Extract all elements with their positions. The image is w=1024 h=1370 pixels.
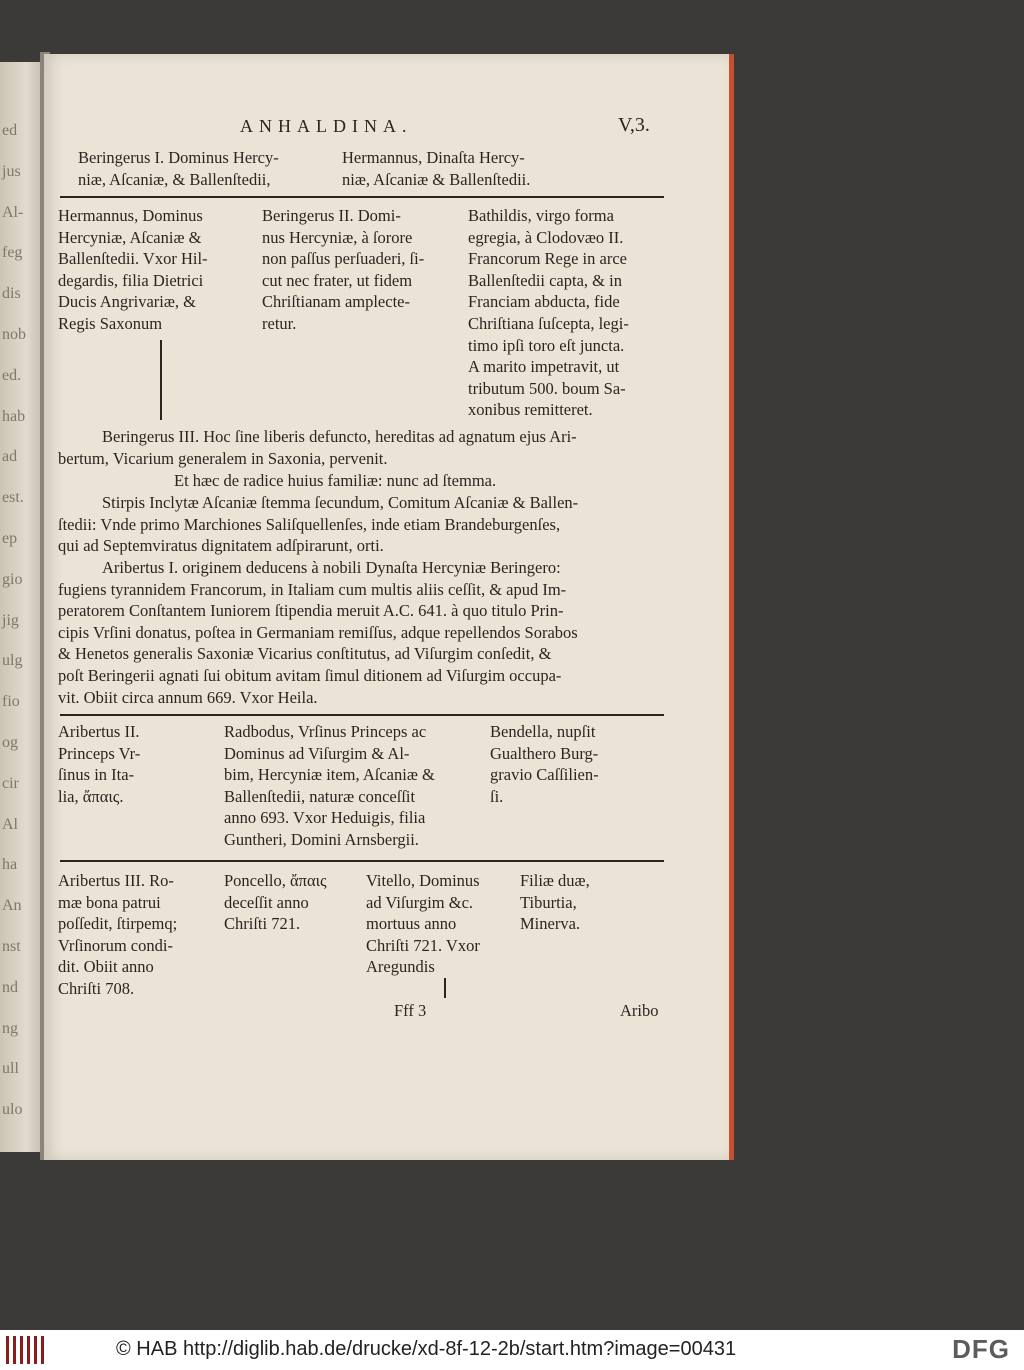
text-line: Stirpis Inclytæ Aſcaniæ ſtemma ſecundum, Comitum Aſcaniæ & Ballen-	[102, 493, 579, 512]
text-line: qui ad Septemviratus dignitatem adſpirarunt, orti.	[58, 536, 384, 556]
text-line: niæ, Aſcaniæ, & Ballenſtedii,	[78, 169, 271, 189]
paragraph-2	[58, 470, 668, 492]
text-line: bertum, Vicarium generalem in Saxonia, pervenit.	[58, 448, 388, 468]
previous-page-fragment: ha	[2, 856, 18, 874]
text-line: Hermannus, Dominus	[58, 206, 203, 225]
previous-page-fragment: feg	[2, 244, 23, 262]
text-line: Chriſti 708.	[58, 978, 135, 998]
text-line: Beringerus III. Hoc ſine liberis defuncto, hereditas ad agnatum ejus Ari-	[102, 427, 577, 446]
gen1-col1	[58, 205, 208, 335]
text-line: Beringerus I. Dominus Hercy-	[78, 148, 279, 167]
text-line: Ballenſtedii, naturæ conceſſit	[224, 786, 416, 806]
gen1-col3	[468, 205, 629, 421]
gen1-col2	[262, 205, 424, 335]
text-line: Bendella, nupſit	[490, 722, 596, 741]
gen2-col2	[224, 721, 435, 851]
text-line: Princeps Vr-	[58, 743, 141, 763]
previous-page-fragment: gio	[2, 570, 23, 588]
text-line: Hercyniæ, Aſcaniæ &	[58, 227, 202, 247]
text-line: Hermannus, Dinaſta Hercy-	[342, 148, 525, 167]
previous-page-fragment: hab	[2, 407, 26, 425]
bracket-rule	[60, 860, 664, 863]
text-line: peratorem Conſtantem Iuniorem ſtipendia meruit A.C. 641. à quo titulo Prin-	[58, 601, 564, 621]
text-line: cipis Vrſini donatus, poſtea in Germaniam remiſſus, adque repellendos Sorabos	[58, 622, 578, 642]
text-line: Et hæc de radice huius familiæ: nunc ad ſtemma.	[174, 471, 497, 490]
previous-page-fragment: fio	[2, 693, 20, 711]
library-logo-icon	[6, 1336, 44, 1364]
text-line: Ballenſtedii. Vxor Hil-	[58, 249, 208, 269]
previous-page-fragment: An	[2, 897, 22, 915]
text-line: Aribertus III. Ro-	[58, 871, 174, 890]
gen3-col1	[58, 870, 177, 1000]
text-line: A marito impetravit, ut	[468, 357, 620, 377]
gen3-col4	[520, 870, 590, 935]
previous-page-fragment: nst	[2, 938, 21, 955]
text-line: degardis, filia Dietrici	[58, 270, 204, 290]
copyright-url[interactable]: © HAB http://diglib.hab.de/drucke/xd-8f-12-2b/start.htm?image=00431	[116, 1338, 737, 1360]
text-line: lia, ἄπαις.	[58, 786, 124, 806]
gen2-col1	[58, 721, 140, 807]
running-head: ANHALDINA.	[240, 116, 413, 136]
previous-page-fragment: Al	[2, 815, 18, 833]
previous-page-fragment: ad	[2, 448, 18, 466]
previous-page-fragment: ulg	[2, 652, 23, 670]
book-page	[44, 54, 734, 1160]
previous-page-fragment: ull	[2, 1060, 19, 1078]
text-line: vit. Obiit circa annum 669. Vxor Heila.	[58, 687, 318, 707]
text-line: dit. Obiit anno	[58, 957, 154, 977]
previous-page-fragment: Al-	[2, 203, 24, 221]
text-line: egregia, à Clodovæo II.	[468, 227, 624, 247]
text-line: poſt Beringerii agnati ſui obitum avitam ſimul ditionem ad Viſurgim occupa-	[58, 665, 562, 685]
descent-line	[160, 340, 162, 420]
text-line: Radbodus, Vrſinus Princeps ac	[224, 722, 427, 741]
text-line: tributum 500. boum Sa-	[468, 378, 626, 398]
catchword: Aribo	[620, 1001, 659, 1020]
text-line: ad Viſurgim &c.	[366, 892, 474, 912]
text-line: Chriſti 721.	[224, 914, 301, 934]
gen2-col3	[490, 721, 599, 807]
text-line: retur.	[262, 313, 297, 333]
previous-page-fragment: ulo	[2, 1101, 23, 1119]
text-line: Filiæ duæ,	[520, 871, 590, 890]
text-line: xonibus remitteret.	[468, 400, 593, 420]
text-line: & Henetos generalis Saxoniæ Vicarius conſtitutus, ad Viſurgim conſedit, &	[58, 644, 552, 664]
viewer-footer	[0, 1330, 1024, 1370]
text-line: Tiburtia,	[520, 892, 577, 912]
previous-page-fragment: ed.	[2, 366, 22, 384]
text-line: Aregundis	[366, 957, 435, 977]
text-line: non paſſus perſuaderi, ſi-	[262, 249, 425, 269]
previous-page-fragment: est.	[2, 489, 24, 507]
text-line: Aribertus I. originem deducens à nobili Dynaſta Hercyniæ Beringero:	[102, 558, 561, 577]
text-line: Vitello, Dominus	[366, 871, 480, 890]
previous-page-fragment: dis	[2, 285, 21, 303]
text-line: Bathildis, virgo forma	[468, 206, 614, 225]
page-number: V,3.	[618, 114, 650, 136]
text-line: Regis Saxonum	[58, 313, 163, 333]
descent-line	[444, 978, 446, 998]
previous-page-fragment: ed	[2, 122, 18, 139]
text-line: Chriſtiana ſuſcepta, legi-	[468, 313, 629, 333]
text-line: mæ bona patrui	[58, 892, 161, 912]
text-line: fugiens tyrannidem Francorum, in Italiam cum multis aliis ceſſit, & apud Im-	[58, 579, 567, 599]
text-line: poſſedit, ſtirpemq;	[58, 914, 178, 934]
gen3-col2	[224, 870, 327, 935]
text-line: deceſſit anno	[224, 892, 309, 912]
text-line: Ducis Angrivariæ, &	[58, 292, 196, 312]
text-line: Ballenſtedii capta, & in	[468, 270, 622, 290]
previous-page-fragment: og	[2, 734, 18, 751]
text-line: ſi.	[490, 786, 504, 806]
text-line: nus Hercyniæ, à ſorore	[262, 227, 413, 247]
text-line: Francorum Rege in arce	[468, 249, 627, 269]
text-line: Franciam abducta, fide	[468, 292, 620, 312]
previous-page-fragment: jig	[2, 611, 19, 629]
text-line: Chriſti 721. Vxor	[366, 935, 480, 955]
bracket-rule	[60, 714, 664, 717]
paragraph-3	[58, 492, 668, 557]
text-line: ſinus in Ita-	[58, 765, 135, 785]
text-line: Minerva.	[520, 914, 581, 934]
text-line: Gualthero Burg-	[490, 743, 599, 763]
text-line: Poncello, ἄπαις	[224, 871, 327, 890]
previous-page-fragment: cir	[2, 774, 19, 792]
text-line: Vrſinorum condi-	[58, 935, 173, 955]
text-line: bim, Hercyniæ item, Aſcaniæ &	[224, 765, 435, 785]
gen3-col3	[366, 870, 480, 978]
top-table-right	[342, 147, 530, 190]
previous-page-fragment: ep	[2, 530, 18, 547]
signature-mark: Fff 3	[394, 1001, 427, 1020]
previous-page-fragment: nob	[2, 326, 26, 343]
text-line: Chriſtianam amplecte-	[262, 292, 410, 312]
text-line: cut nec frater, ut fidem	[262, 270, 413, 290]
top-table-left	[78, 147, 279, 190]
text-line: gravio Caſſilien-	[490, 765, 599, 785]
previous-page-fragment: ng	[2, 1019, 18, 1037]
text-line: anno 693. Vxor Heduigis, filia	[224, 808, 426, 828]
dfg-logo: DFG	[952, 1334, 1010, 1364]
text-line: niæ, Aſcaniæ & Ballenſtedii.	[342, 169, 531, 189]
paragraph-4	[58, 557, 668, 708]
text-line: Beringerus II. Domi-	[262, 206, 401, 225]
text-line: Dominus ad Viſurgim & Al-	[224, 743, 410, 763]
previous-page-fragment: nd	[2, 978, 18, 996]
text-line: timo ipſi toro eſt juncta.	[468, 335, 625, 355]
text-line: Aribertus II.	[58, 722, 140, 741]
bracket-rule	[60, 196, 664, 199]
previous-page-fragment: jus	[2, 162, 21, 180]
paragraph-1	[58, 426, 668, 469]
text-line: mortuus anno	[366, 914, 457, 934]
text-line: Guntheri, Domini Arnsbergii.	[224, 829, 419, 849]
text-line: ſtedii: Vnde primo Marchiones Saliſquellenſes, inde etiam Brandeburgenſes,	[58, 514, 561, 534]
